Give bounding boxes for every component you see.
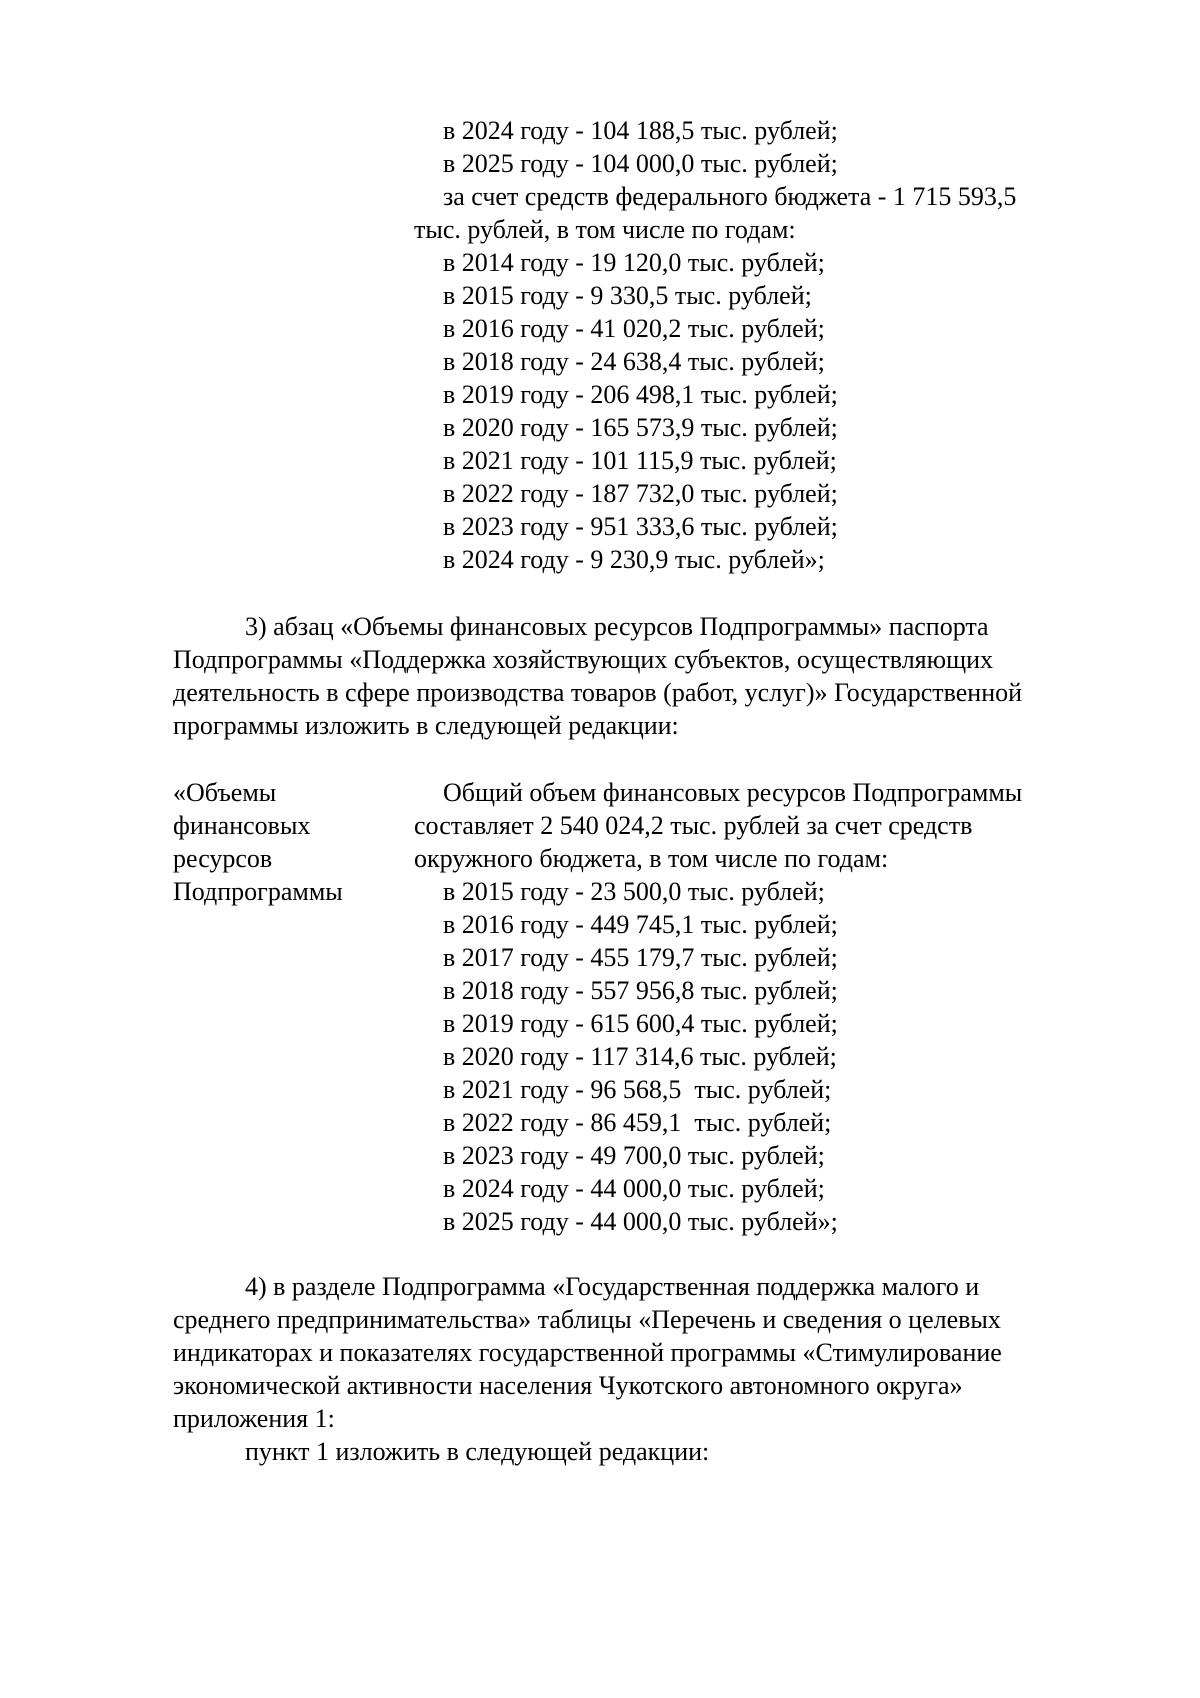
table-year: в 2025 году - 44 000,0 тыс. рублей»; xyxy=(443,1207,838,1236)
text-line: в 2024 году - 104 188,5 тыс. рублей; xyxy=(443,116,838,145)
table-year: в 2020 году - 117 314,6 тыс. рублей; xyxy=(443,1042,837,1071)
table-label: Подпрограммы xyxy=(173,877,343,906)
text-line: в 2025 году - 104 000,0 тыс. рублей; xyxy=(443,149,838,178)
text-line: в 2015 году - 9 330,5 тыс. рублей; xyxy=(443,281,812,310)
paragraph-line: индикаторах и показателях государственной программы «Стимулирование xyxy=(173,1338,1002,1367)
table-year: в 2022 году - 86 459,1 тыс. рублей; xyxy=(443,1108,832,1137)
paragraph-line: 4) в разделе Подпрограмма «Государственная поддержка малого и xyxy=(245,1272,980,1301)
text-line: в 2024 году - 9 230,9 тыс. рублей»; xyxy=(443,545,825,574)
table-year: в 2021 году - 96 568,5 тыс. рублей; xyxy=(443,1075,832,1104)
paragraph-line: деятельность в сфере производства товаров (работ, услуг)» Государственной xyxy=(173,678,1023,707)
paragraph-line: 3) абзац «Объемы финансовых ресурсов Подпрограммы» паспорта xyxy=(245,612,989,641)
paragraph-line: среднего предпринимательства» таблицы «Перечень и сведения о целевых xyxy=(173,1305,1001,1334)
text-line: в 2020 году - 165 573,9 тыс. рублей; xyxy=(443,413,838,442)
table-year: в 2023 году - 49 700,0 тыс. рублей; xyxy=(443,1141,825,1170)
text-line: в 2014 году - 19 120,0 тыс. рублей; xyxy=(443,248,825,277)
table-text: составляет 2 540 024,2 тыс. рублей за счет средств xyxy=(414,811,973,840)
paragraph-line: программы изложить в следующей редакции: xyxy=(173,711,679,740)
table-year: в 2016 году - 449 745,1 тыс. рублей; xyxy=(443,910,838,939)
table-label: ресурсов xyxy=(173,844,273,873)
text-line: в 2022 году - 187 732,0 тыс. рублей; xyxy=(443,479,838,508)
table-label: финансовых xyxy=(173,811,311,840)
table-year: в 2015 году - 23 500,0 тыс. рублей; xyxy=(443,877,825,906)
paragraph-line: экономической активности населения Чукотского автономного округа» xyxy=(173,1371,963,1400)
paragraph-line: Подпрограммы «Поддержка хозяйствующих субъектов, осуществляющих xyxy=(173,645,994,674)
text-line: в 2016 году - 41 020,2 тыс. рублей; xyxy=(443,314,825,343)
table-text: Общий объем финансовых ресурсов Подпрограммы xyxy=(443,778,1023,807)
text-line: в 2023 году - 951 333,6 тыс. рублей; xyxy=(443,512,838,541)
text-line: в 2021 году - 101 115,9 тыс. рублей; xyxy=(443,446,837,475)
text-line: тыс. рублей, в том числе по годам: xyxy=(414,215,796,244)
text-line: в 2019 году - 206 498,1 тыс. рублей; xyxy=(443,380,838,409)
text-line: в 2018 году - 24 638,4 тыс. рублей; xyxy=(443,347,825,376)
table-year: в 2024 году - 44 000,0 тыс. рублей; xyxy=(443,1174,825,1203)
table-year: в 2018 году - 557 956,8 тыс. рублей; xyxy=(443,976,838,1005)
table-year: в 2017 году - 455 179,7 тыс. рублей; xyxy=(443,943,838,972)
table-label: «Объемы xyxy=(173,778,277,807)
text-line: за счет средств федерального бюджета - 1 715 593,5 xyxy=(443,182,1017,211)
table-year: в 2019 году - 615 600,4 тыс. рублей; xyxy=(443,1009,838,1038)
paragraph-line: пункт 1 изложить в следующей редакции: xyxy=(245,1437,710,1466)
table-text: окружного бюджета, в том числе по годам: xyxy=(414,844,889,873)
paragraph-line: приложения 1: xyxy=(173,1404,335,1433)
